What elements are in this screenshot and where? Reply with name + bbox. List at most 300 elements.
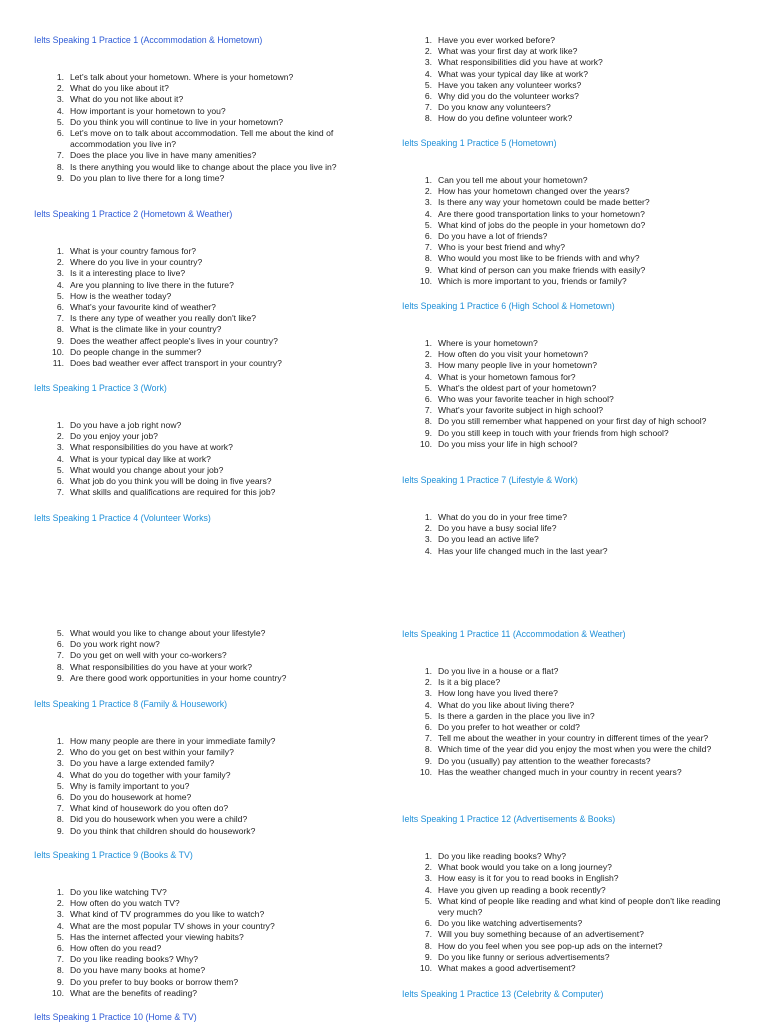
item-text: Can you tell me about your hometown? [438,175,588,185]
item-number: 6. [56,302,64,313]
list-item [402,372,732,383]
item-number: 7. [424,733,432,744]
list-item [402,534,732,545]
list-item [34,977,364,988]
practice-3-list [34,420,364,498]
item-text: How often do you visit your hometown? [438,349,588,360]
item-number: 4. [424,884,432,895]
list-item [34,336,364,347]
item-text: Why did you do the volunteer works? [438,91,579,102]
practice-1 [34,35,364,46]
item-text: Which is more important to you, friends or family? [438,275,627,286]
item-text: What is your country famous for? [70,246,197,256]
item-number: 10. [420,766,432,777]
item-text: Have you given up reading a book recently? [438,884,606,895]
item-number: 8. [424,940,432,951]
list-item [34,909,364,920]
item-text: Is there any way your hometown could be made better? [438,197,650,208]
item-number: 11. [52,358,64,369]
item-number: 3. [56,94,64,105]
list-item [34,628,364,639]
item-number: 10. [420,438,432,449]
item-number: 3. [56,909,64,920]
list-item [402,918,732,929]
list-item [34,257,364,268]
list-item [402,394,732,405]
practice-1-list [34,72,364,184]
item-text: What do you like about it? [70,83,169,94]
list-item [402,963,732,974]
list-item [402,113,732,124]
item-text: Has your life changed much in the last year? [438,545,608,556]
item-text: Do you think that children should do housework? [70,825,256,836]
item-text: Does bad weather ever affect transport in your country? [70,358,282,369]
list-item [402,873,732,884]
list-item [402,711,732,722]
item-text: Is there any type of weather you really don't like? [70,313,257,324]
list-item [402,523,732,534]
item-text: What's your favourite kind of weather? [70,302,216,313]
list-item [402,69,732,80]
practice-6 [402,301,732,312]
item-number: 10. [52,346,64,357]
practice-4 [34,513,364,524]
list-item [34,83,364,94]
item-number: 5. [56,931,64,942]
item-number: 8. [424,253,432,264]
list-item [34,736,364,747]
item-text: What kind of people like reading and what kind of people don't like reading very much? [438,895,721,918]
item-text: Do you enjoy your job? [70,431,158,442]
item-number: 6. [424,394,432,405]
item-text: Do you prefer to hot weather or cold? [438,722,580,733]
list-item [34,324,364,335]
practice-10 [34,1012,364,1023]
item-text: Do you live in a house or a flat? [438,666,559,676]
item-text: Have you taken any volunteer works? [438,79,582,90]
list-item [402,862,732,873]
list-item [402,952,732,963]
item-number: 3. [424,197,432,208]
list-item [34,747,364,758]
item-text: Is it a big place? [438,677,501,688]
item-number: 5. [424,382,432,393]
item-text: Do you have a busy social life? [438,523,557,534]
list-item [34,150,364,161]
item-number: 9. [56,172,64,183]
practice-9-list [34,887,364,999]
item-number: 2. [56,257,64,268]
item-text: How many people are there in your immediate family? [70,736,276,746]
practice-11-list [402,666,732,778]
item-text: What's the oldest part of your hometown? [438,382,597,393]
section-heading: Ielts Speaking 1 Practice 10 (Home & TV) [34,1012,197,1022]
item-text: Who was your favorite teacher in high school? [438,394,614,405]
practice-13 [402,989,732,1000]
item-text: What are the benefits of reading? [70,987,198,998]
item-number: 3. [424,57,432,68]
item-number: 1. [56,420,64,430]
practice-2-list [34,246,364,369]
list-item [34,792,364,803]
list-item [402,360,732,371]
list-item [34,431,364,442]
item-number: 9. [424,951,432,962]
list-item [402,349,732,360]
list-item [34,988,364,999]
item-text: Which time of the year did you enjoy the most when you were the child? [438,744,712,755]
item-number: 4. [424,208,432,219]
item-text: What would you like to change about your lifestyle? [70,628,266,638]
list-item [34,781,364,792]
list-item [402,885,732,896]
item-number: 6. [56,476,64,487]
list-item [34,291,364,302]
item-number: 4. [56,279,64,290]
list-item [34,94,364,105]
item-text: Do you like watching TV? [70,887,167,897]
list-item [34,770,364,781]
item-text: What makes a good advertisement? [438,963,576,974]
item-number: 3. [56,758,64,769]
item-text: How often do you read? [70,943,162,954]
list-item [402,197,732,208]
item-number: 2. [56,431,64,442]
practice-5 [402,138,732,149]
list-item [402,851,732,862]
practice-3 [34,383,364,394]
section-heading: Ielts Speaking 1 Practice 2 (Hometown & Weather) [34,209,233,219]
item-number: 4. [56,920,64,931]
list-item [34,106,364,117]
item-text: Let's move on to talk about accommodation. Tell me about the kind of accommodation you live in? [70,128,334,150]
item-text: Has the weather changed much in your country in recent years? [438,766,682,777]
item-number: 6. [56,943,64,954]
practice-7-cont-list [34,628,364,684]
item-text: Do you like funny or serious advertisements? [438,951,610,962]
item-text: How has your hometown changed over the years? [438,186,630,197]
section-heading: Ielts Speaking 1 Practice 7 (Lifestyle & Work) [402,475,578,485]
item-text: Do you know any volunteers? [438,102,551,113]
item-text: Do people change in the summer? [70,346,202,357]
item-text: What kind of housework do you often do? [70,803,229,814]
list-item [402,439,732,450]
item-number: 6. [424,722,432,733]
item-text: How often do you watch TV? [70,898,180,909]
item-text: What is your typical day like at work? [70,453,211,464]
item-number: 2. [424,349,432,360]
item-text: Who is your best friend and why? [438,242,566,253]
practice-7-list [402,512,732,557]
list-item [34,173,364,184]
list-item [402,688,732,699]
list-item [402,416,732,427]
item-text: Has the internet affected your viewing habits? [70,931,244,942]
item-number: 7. [424,929,432,940]
item-number: 2. [56,747,64,758]
list-item [34,758,364,769]
item-number: 4. [424,699,432,710]
item-number: 2. [424,862,432,873]
item-number: 4. [56,105,64,116]
item-text: What do you do in your free time? [438,512,567,522]
item-text: Do you still keep in touch with your friends from high school? [438,427,669,438]
list-item [402,265,732,276]
practice-5-list [402,175,732,287]
item-text: Do you have a job right now? [70,420,182,430]
item-number: 9. [424,755,432,766]
item-text: Is there a garden in the place you live in? [438,710,595,721]
item-number: 1. [424,35,432,45]
list-item [34,943,364,954]
item-text: What do you not like about it? [70,94,184,105]
list-item [34,650,364,661]
list-item [34,420,364,431]
item-number: 8. [56,661,64,672]
item-text: Do you work right now? [70,639,160,650]
item-text: Why is family important to you? [70,780,190,791]
list-item [34,487,364,498]
item-number: 9. [424,427,432,438]
item-number: 7. [56,150,64,161]
list-item [34,313,364,324]
section-heading: Ielts Speaking 1 Practice 1 (Accommodation & Hometown) [34,35,263,45]
item-number: 3. [424,688,432,699]
list-item [402,57,732,68]
item-number: 9. [56,335,64,346]
list-item [402,744,732,755]
item-number: 1. [424,851,432,861]
list-item [34,454,364,465]
item-text: Are you planning to live there in the future? [70,279,234,290]
item-text: How is the weather today? [70,290,172,301]
item-text: Let's talk about your hometown. Where is your hometown? [70,72,294,82]
practice-11 [402,629,732,640]
item-number: 8. [424,113,432,124]
item-text: What's your favorite subject in high school? [438,405,604,416]
item-text: Do you have many books at home? [70,965,206,976]
item-text: What job do you think you will be doing in five years? [70,476,272,487]
item-number: 2. [424,186,432,197]
list-item [34,898,364,909]
list-item [34,280,364,291]
item-text: Do you have a large extended family? [70,758,215,769]
item-text: Who would you most like to be friends with and why? [438,253,640,264]
item-number: 2. [424,677,432,688]
item-text: Do you plan to live there for a long time? [70,172,225,183]
item-text: What skills and qualifications are required for this job? [70,487,276,498]
item-text: What kind of TV programmes do you like to watch? [70,909,265,920]
list-item [34,442,364,453]
item-number: 1. [424,175,432,185]
practice-12-list [402,851,732,974]
item-number: 4. [424,371,432,382]
item-number: 5. [56,464,64,475]
item-text: What book would you take on a long journey? [438,862,612,873]
item-number: 3. [56,268,64,279]
item-number: 1. [56,72,64,82]
item-text: What would you change about your job? [70,464,224,475]
item-text: What kind of person can you make friends with easily? [438,264,646,275]
list-item [402,733,732,744]
list-item [402,767,732,778]
practice-4-cont-list [402,35,732,125]
list-item [402,186,732,197]
item-number: 9. [424,264,432,275]
item-text: Is there anything you would like to change about the place you live in? [70,161,337,172]
list-item [402,700,732,711]
item-number: 8. [56,965,64,976]
item-text: What kind of jobs do the people in your hometown do? [438,219,646,230]
list-item [402,242,732,253]
item-text: Did you do housework when you were a child? [70,814,248,825]
item-number: 8. [56,324,64,335]
item-text: What responsibilities did you have at work? [438,57,603,68]
list-item [402,80,732,91]
item-text: How do you define volunteer work? [438,113,573,124]
item-number: 8. [424,744,432,755]
item-text: What is your hometown famous for? [438,371,576,382]
item-number: 5. [424,79,432,90]
item-number: 9. [56,825,64,836]
item-text: What responsibilities do you have at your work? [70,661,252,672]
item-text: How important is your hometown to you? [70,105,226,116]
item-number: 1. [56,887,64,897]
item-number: 5. [424,895,432,906]
list-item [402,338,732,349]
item-number: 5. [424,710,432,721]
item-text: Is it a interesting place to live? [70,268,186,279]
practice-12 [402,814,732,825]
item-number: 3. [56,442,64,453]
list-item [402,512,732,523]
list-item [34,476,364,487]
section-heading: Ielts Speaking 1 Practice 13 (Celebrity & Computer) [402,989,604,999]
item-number: 2. [56,83,64,94]
list-item [402,756,732,767]
item-number: 7. [56,803,64,814]
list-item [402,276,732,287]
item-number: 1. [56,736,64,746]
item-text: Will you buy something because of an advertisement? [438,929,644,940]
item-text: Do you (usually) pay attention to the weather forecasts? [438,755,651,766]
item-text: Does the place you live in have many amenities? [70,150,257,161]
list-item [34,954,364,965]
practice-9 [34,850,364,861]
list-item [402,35,732,46]
item-number: 7. [56,487,64,498]
item-number: 1. [56,246,64,256]
list-item [402,102,732,113]
item-number: 3. [424,360,432,371]
item-number: 10. [52,987,64,998]
item-text: Do you like watching advertisements? [438,918,583,929]
list-item [34,117,364,128]
list-item [402,220,732,231]
section-heading: Ielts Speaking 1 Practice 11 (Accommodation & Weather) [402,629,626,639]
list-item [402,46,732,57]
list-item [402,231,732,242]
item-text: What is the climate like in your country? [70,324,222,335]
item-number: 3. [424,873,432,884]
item-number: 4. [56,769,64,780]
item-text: What do you do together with your family? [70,769,231,780]
item-text: Does the weather affect people's lives in your country? [70,335,278,346]
item-text: What was your typical day like at work? [438,68,588,79]
list-item [34,814,364,825]
item-number: 2. [424,523,432,534]
item-number: 7. [424,405,432,416]
item-number: 6. [424,918,432,929]
item-number: 4. [424,68,432,79]
item-text: Have you ever worked before? [438,35,556,45]
item-number: 8. [56,814,64,825]
item-text: Who do you get on best within your family? [70,747,234,758]
item-number: 4. [56,453,64,464]
item-text: Do you have a lot of friends? [438,231,548,242]
list-item [34,826,364,837]
section-heading: Ielts Speaking 1 Practice 12 (Advertisements & Books) [402,814,616,824]
practice-8 [34,699,364,710]
practice-2 [34,209,364,220]
item-number: 1. [424,512,432,522]
list-item [34,347,364,358]
item-number: 8. [56,161,64,172]
item-text: What was your first day at work like? [438,46,578,57]
item-number: 5. [56,780,64,791]
item-number: 5. [56,290,64,301]
section-heading: Ielts Speaking 1 Practice 8 (Family & Housework) [34,699,228,709]
item-number: 6. [424,91,432,102]
item-number: 5. [56,628,64,638]
list-item [34,72,364,83]
item-text: How do you feel when you see pop-up ads on the internet? [438,940,663,951]
item-number: 2. [56,898,64,909]
list-item [34,465,364,476]
item-text: What are the most popular TV shows in your country? [70,920,275,931]
item-text: How long have you lived there? [438,688,558,699]
item-number: 5. [424,219,432,230]
section-heading: Ielts Speaking 1 Practice 5 (Hometown) [402,138,557,148]
list-item [402,722,732,733]
item-text: Do you still remember what happened on your first day of high school? [438,416,707,427]
list-item [34,128,364,150]
list-item [34,673,364,684]
item-text: Do you prefer to buy books or borrow them? [70,976,239,987]
list-item [34,965,364,976]
list-item [402,175,732,186]
list-item [402,383,732,394]
list-item [402,405,732,416]
list-item [402,253,732,264]
item-text: How easy is it for you to read books in English? [438,873,619,884]
list-item [34,162,364,173]
section-heading: Ielts Speaking 1 Practice 3 (Work) [34,383,167,393]
item-text: Do you do housework at home? [70,792,192,803]
item-text: Do you like reading books? Why? [70,954,199,965]
practice-8-list [34,736,364,837]
list-item [34,887,364,898]
item-text: How many people live in your hometown? [438,360,598,371]
list-item [34,921,364,932]
item-text: What responsibilities do you have at work? [70,442,233,453]
item-number: 7. [56,954,64,965]
item-number: 4. [424,545,432,556]
list-item [34,662,364,673]
list-item [402,666,732,677]
list-item [402,428,732,439]
item-text: Where do you live in your country? [70,257,203,268]
